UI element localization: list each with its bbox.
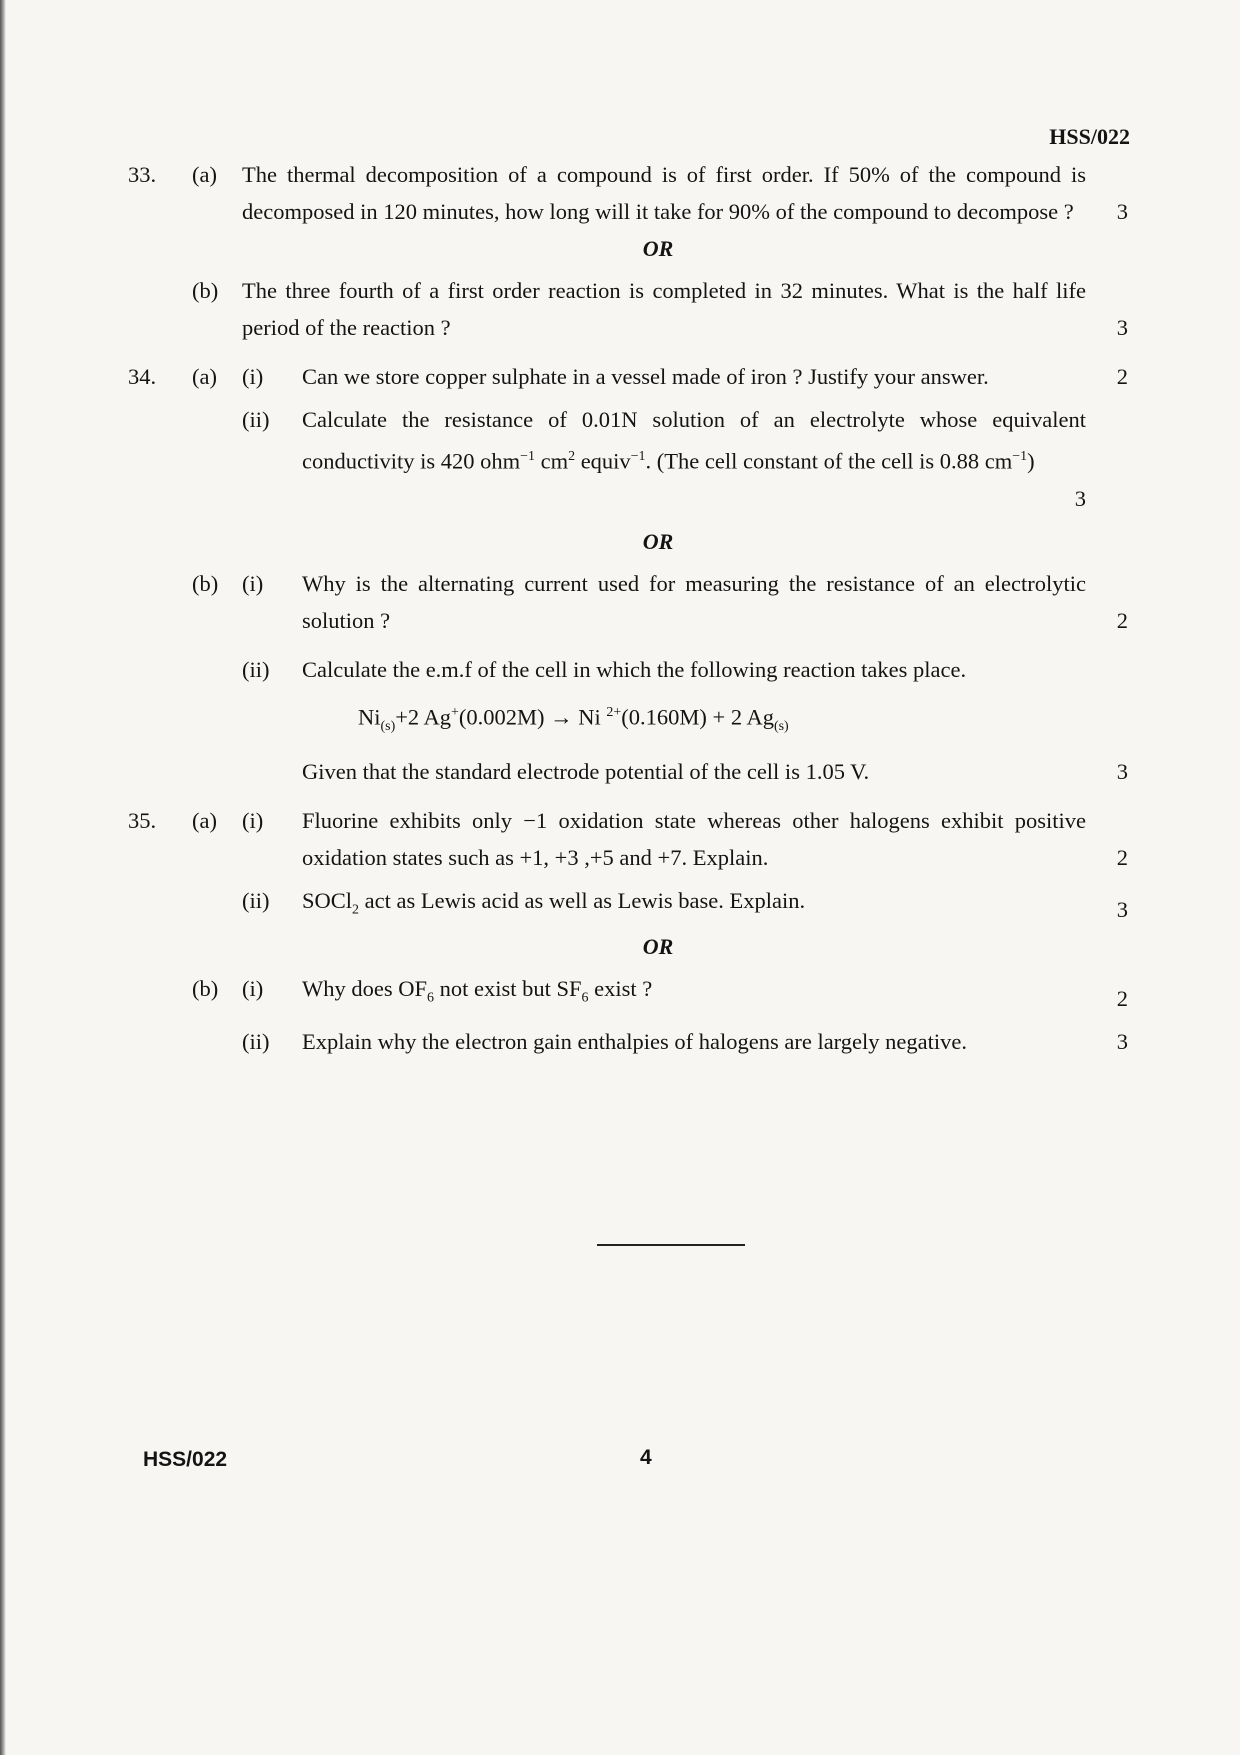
question-text: Calculate the resistance of 0.01N solution of an electrolyte whose equivalent conductivity is 420 ohm$^{-1}$ $cm^2$ equiv$^{-1}$. (The cell constant of the cell is 0.88 $cm^{-1}$) 3: [302, 401, 1128, 517]
part-label: (a): [192, 807, 217, 833]
marks: 3: [1116, 199, 1128, 224]
q35-a-i: [128, 802, 1128, 876]
subpart-label: (ii): [242, 656, 270, 682]
question-number: 33.: [128, 162, 157, 187]
part-label: (a): [192, 364, 217, 389]
part-label: (b): [192, 976, 219, 1001]
subpart-label: (i): [242, 976, 264, 1001]
or-separator: OR: [642, 934, 674, 959]
subpart-label: (i): [242, 807, 264, 833]
q33-a: [128, 156, 1128, 230]
marks: 3: [1074, 485, 1086, 511]
question-text: Fluorine exhibits only −1 oxidation state whereas other halogens exhibit positive oxidation states such as +1, +3 ,+5 and +7. Explain.: [302, 807, 1086, 870]
marks: 3: [1116, 315, 1128, 340]
page-number: 4: [640, 1446, 652, 1469]
part-label: (b): [192, 570, 219, 596]
end-rule: [597, 1244, 745, 1246]
subpart-label: (ii): [242, 407, 270, 432]
marks: 2: [1116, 985, 1128, 1011]
question-text: Why does $OF_6$ not exist but $SF_6$ exist ?: [302, 976, 653, 1006]
q34-b-ii: [128, 651, 1128, 790]
subpart-label: (ii): [242, 1028, 270, 1054]
marks: 3: [1116, 1028, 1128, 1054]
scan-left-edge: [0, 0, 6, 1755]
question-text: Calculate the e.m.f of the cell in which the following reaction takes place. $Ni_{(s)}+2$ Ag+(0.002M) → Ni $^{2+}$(0.160M) + 2 $Ag_{(s)}$ Given that the standard electrode potential of the cell is 1.05 V.: [302, 651, 1128, 790]
marks: 2: [1116, 607, 1128, 633]
q35-b-ii: [128, 1023, 1128, 1060]
part-label: (b): [192, 278, 219, 303]
cell-reaction-equation: $Ni_{(s)}+2$ Ag+(0.002M) → Ni $^{2+}$(0.160M) + 2 $Ag_{(s)}$: [358, 704, 789, 734]
question-content: [128, 156, 1128, 1060]
subpart-label: (i): [242, 364, 264, 389]
footer-paper-code: HSS/022: [143, 1448, 228, 1471]
subpart-label: (ii): [242, 887, 270, 913]
question-text: SOCl$_2$ act as Lewis acid as well as Lewis base. Explain.: [302, 887, 806, 917]
q34-a-ii: [128, 401, 1128, 517]
question-number: 34.: [128, 364, 157, 389]
header-paper-code: HSS/022: [1049, 124, 1130, 149]
marks: 3: [1116, 758, 1128, 784]
question-number: 35.: [128, 807, 157, 833]
q35-a-ii: [128, 882, 1128, 929]
question-text: Explain why the electron gain enthalpies of halogens are largely negative.: [302, 1028, 967, 1054]
marks: 2: [1116, 364, 1128, 389]
or-separator: OR: [642, 528, 674, 554]
q34-a-i: [128, 358, 1128, 395]
question-text: The thermal decomposition of a compound is of first order. If 50% of the compound is decomposed in 120 minutes, how long will it take for 90% of the compound to decompose ?: [242, 162, 1086, 224]
q33-b: [128, 272, 1128, 346]
part-label: (a): [192, 162, 217, 187]
marks: 2: [1116, 844, 1128, 870]
q35-b-i: [128, 970, 1128, 1017]
or-separator: OR: [642, 236, 674, 261]
question-text: Why is the alternating current used for measuring the resistance of an electrolytic solution ?: [302, 570, 1086, 633]
question-text: The three fourth of a first order reaction is completed in 32 minutes. What is the half life period of the reaction ?: [242, 278, 1086, 340]
question-text: Can we store copper sulphate in a vessel made of iron ? Justify your answer.: [302, 364, 989, 389]
marks: 3: [1116, 897, 1128, 922]
subpart-label: (i): [242, 570, 264, 596]
q34-b-i: [128, 565, 1128, 639]
